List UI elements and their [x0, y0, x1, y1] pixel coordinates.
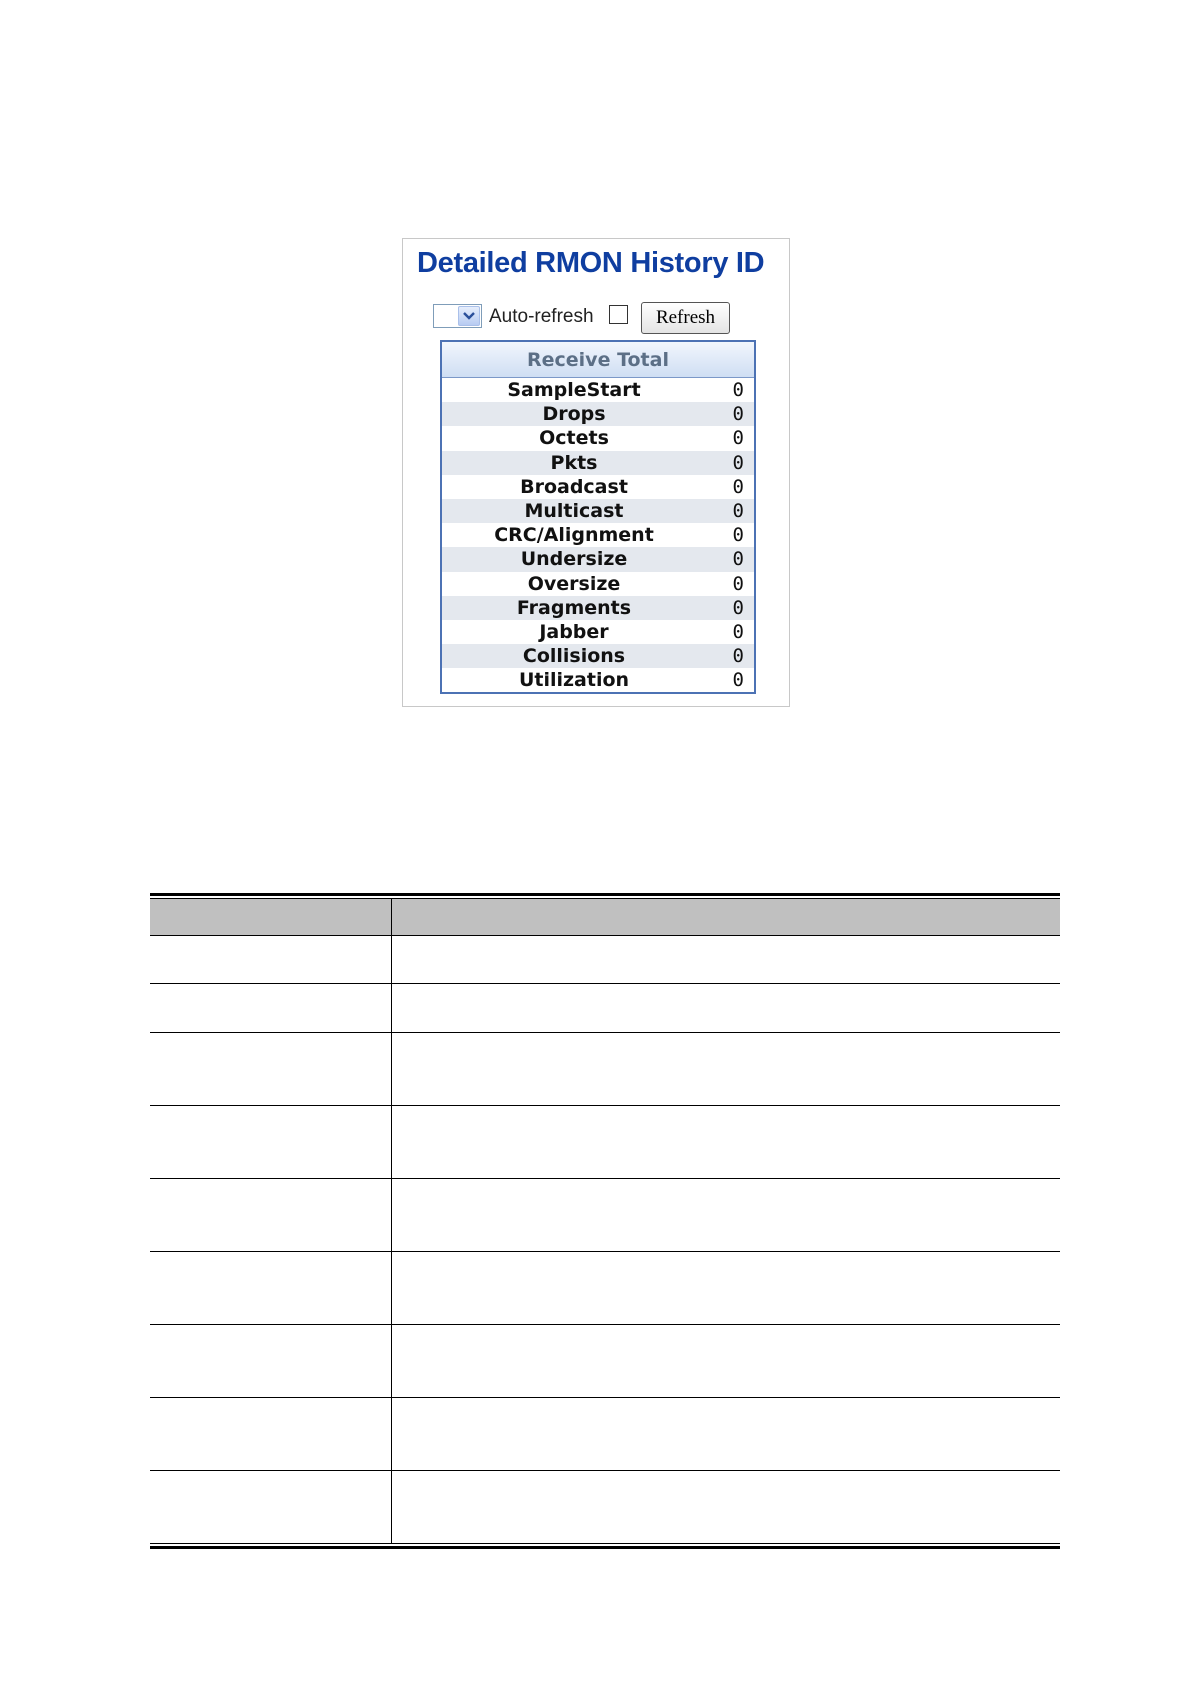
stat-row [442, 644, 754, 668]
table-top-rule [150, 893, 1060, 896]
table-row [150, 1032, 1060, 1105]
stat-label: Collisions [522, 645, 626, 668]
table-cell [150, 1252, 392, 1324]
stat-label: Undersize [520, 548, 628, 571]
stat-value: 0 [732, 669, 744, 692]
table-cell [392, 984, 1060, 1032]
stat-row [442, 523, 754, 547]
stat-row [442, 620, 754, 644]
stat-label: CRC/Alignment [494, 524, 654, 547]
table-header-row [150, 899, 1060, 935]
stat-value: 0 [732, 572, 744, 595]
table-cell [392, 1325, 1060, 1397]
stat-label: Jabber [539, 620, 609, 643]
table-bottom-rule [150, 1546, 1060, 1549]
table-row [150, 1251, 1060, 1324]
stat-row [442, 547, 754, 571]
stat-value: 0 [732, 451, 744, 474]
table-row [150, 935, 1060, 983]
rmon-history-screenshot [402, 238, 790, 707]
stat-value: 0 [732, 596, 744, 619]
stat-label: Oversize [527, 572, 621, 595]
stat-value: 0 [732, 427, 744, 450]
stat-value: 0 [732, 499, 744, 522]
table-cell [392, 1398, 1060, 1470]
stat-value: 0 [732, 548, 744, 571]
stat-label: Drops [542, 403, 606, 426]
table-cell [392, 1106, 1060, 1178]
table-bottom-rule-thin [150, 1543, 1060, 1544]
stat-label: Broadcast [520, 475, 628, 498]
table-row [150, 1470, 1060, 1543]
table-cell [392, 1471, 1060, 1543]
stat-label: Utilization [518, 669, 630, 692]
table-row [150, 1324, 1060, 1397]
receive-total-header: Receive Total [442, 342, 754, 378]
stat-row [442, 596, 754, 620]
stat-row [442, 499, 754, 523]
stat-row [442, 402, 754, 426]
stat-label: Fragments [516, 596, 632, 619]
stat-value: 0 [732, 475, 744, 498]
stat-label: Pkts [550, 451, 598, 474]
stat-row [442, 572, 754, 596]
header-cell-description [392, 899, 1060, 935]
table-cell [150, 1398, 392, 1470]
table-cell [392, 936, 1060, 983]
stat-value: 0 [732, 620, 744, 643]
table-cell [150, 1033, 392, 1105]
history-id-select[interactable] [433, 304, 482, 328]
header-cell-object [150, 899, 392, 935]
stat-row [442, 426, 754, 450]
table-cell [150, 1471, 392, 1543]
refresh-button[interactable]: Refresh [641, 302, 730, 334]
table-cell [150, 936, 392, 983]
table-cell [150, 984, 392, 1032]
stat-label: SampleStart [507, 379, 641, 401]
stat-row [442, 451, 754, 475]
stat-label: Multicast [524, 499, 624, 522]
stat-row [442, 475, 754, 499]
table-cell [150, 1179, 392, 1251]
parameter-table [150, 893, 1060, 1549]
stat-value: 0 [732, 379, 744, 401]
stat-row [442, 668, 754, 692]
table-cell [150, 1106, 392, 1178]
receive-total-body [442, 378, 754, 692]
stat-label: Octets [539, 427, 609, 450]
table-cell [150, 1325, 392, 1397]
auto-refresh-checkbox[interactable] [609, 305, 628, 324]
receive-total-table [440, 340, 756, 694]
table-cell [392, 1252, 1060, 1324]
stat-value: 0 [732, 645, 744, 668]
table-cell [392, 1179, 1060, 1251]
page-title: Detailed RMON History ID [417, 247, 765, 279]
stat-value: 0 [732, 524, 744, 547]
toolbar [433, 302, 743, 334]
stat-row [442, 378, 754, 402]
table-row [150, 1397, 1060, 1470]
chevron-down-icon[interactable] [458, 306, 480, 326]
table-row [150, 1105, 1060, 1178]
table-row [150, 983, 1060, 1032]
auto-refresh-label: Auto-refresh [489, 306, 594, 327]
table-cell [392, 1033, 1060, 1105]
stat-value: 0 [732, 403, 744, 426]
table-row [150, 1178, 1060, 1251]
